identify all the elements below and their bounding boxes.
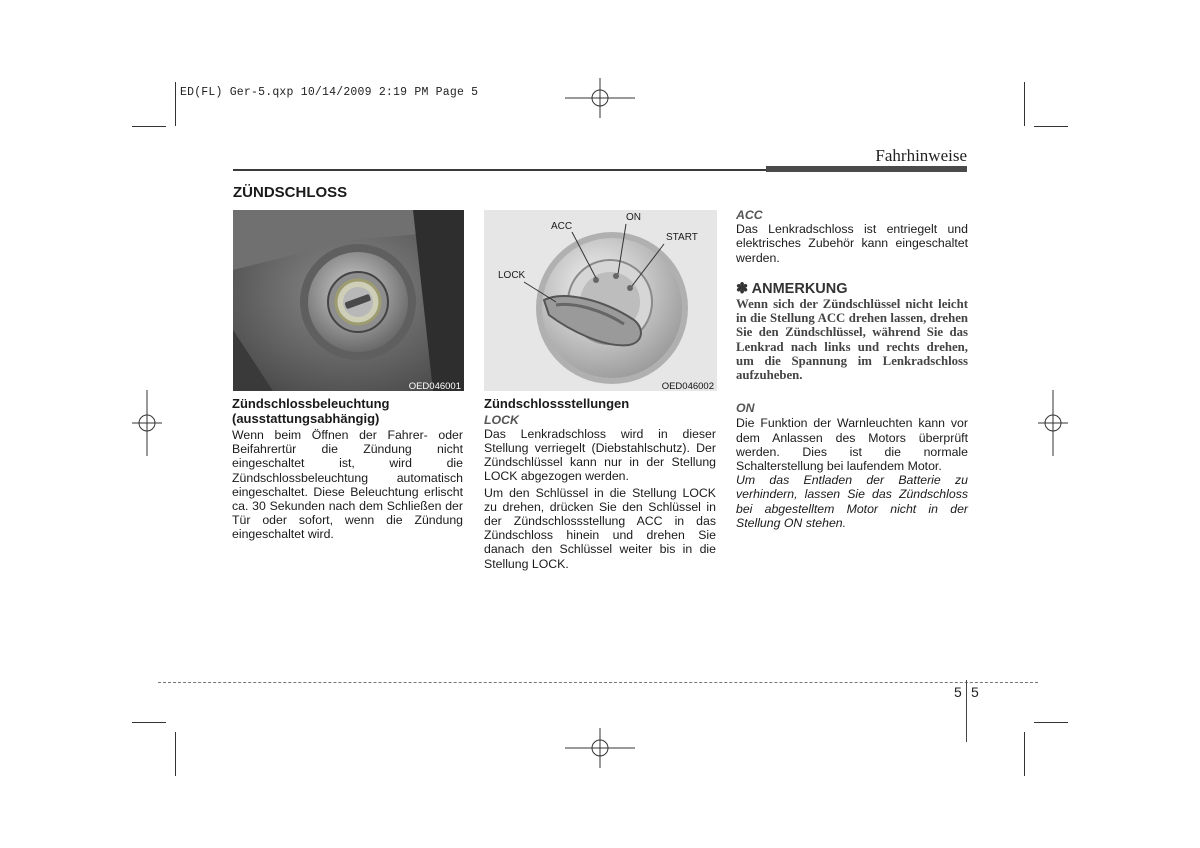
on-warning-text: Um das Entladen der Batterie zu verhindern, lassen Sie das Zündschloss bei abgestelltem Motor nicht in der Stellung ON stehen. — [736, 473, 968, 530]
section-title: ZÜNDSCHLOSS — [233, 184, 348, 201]
crop-mark — [132, 126, 166, 127]
lock-label: LOCK — [484, 412, 519, 427]
running-header: Fahrhinweise — [875, 146, 967, 165]
crop-mark — [132, 722, 166, 723]
crop-mark — [1024, 82, 1025, 126]
photo-code: OED046001 — [408, 381, 461, 392]
illumination-heading: Zündschlossbeleuchtung (ausstattungsabhängig) — [232, 396, 390, 426]
lock-text: Das Lenkradschloss wird in dieser Stellung verriegelt (Diebstahlschutz). Der Zündschlüssel kann nur in der Stellung LOCK abgezogen werden. — [484, 426, 716, 484]
note-text: Wenn sich der Zündschlüssel nicht leicht in die Stellung ACC drehen lassen, drehen Sie den Zündschlüssel, während Sie das Lenkrad nach links und rechts drehen, um die Spannung im Lenkradschloss aufzuheben. — [736, 297, 968, 383]
diagram-label-start: START — [666, 232, 698, 243]
on-label: ON — [736, 401, 755, 416]
diagram-label-on: ON — [626, 212, 641, 223]
page-number-divider — [966, 680, 967, 742]
note-heading-text: ANMERKUNG — [751, 280, 848, 297]
footer-rule — [158, 682, 1038, 683]
crop-mark — [1034, 722, 1068, 723]
column-positions — [484, 397, 716, 571]
ignition-photo — [233, 210, 464, 391]
page-number-chapter: 5 — [954, 684, 962, 700]
on-text: Die Funktion der Warnleuchten kann vor dem Anlassen des Motors überprüft werden. Dies ist die normale Schalterstellung bei laufendem Motor. — [736, 416, 968, 474]
crop-mark — [175, 82, 176, 126]
column-illumination — [232, 397, 463, 542]
crop-mark — [175, 732, 176, 776]
acc-label: ACC — [736, 208, 763, 222]
registration-mark-bottom — [565, 728, 635, 768]
header-rule-accent — [766, 166, 967, 172]
registration-mark-left — [132, 390, 162, 456]
registration-mark-right — [1038, 390, 1068, 456]
crop-mark — [1034, 126, 1068, 127]
ignition-positions-diagram — [484, 210, 717, 391]
crop-mark — [1024, 732, 1025, 776]
lock-text-2: Um den Schlüssel in die Stellung LOCK zu drehen, drücken Sie den Schlüssel in der Zündschlossstellung ACC in das Zündschloss hinein und drehen Sie danach den Schlüssel weiter bis in die Stellung LOCK. — [484, 485, 716, 571]
acc-text: Das Lenkradschloss ist entriegelt und elektrisches Zubehör kann eingeschaltet werden. — [736, 222, 968, 265]
asterisk-icon: ✽ — [736, 280, 749, 297]
registration-mark-top — [565, 78, 635, 118]
positions-heading: Zündschlossstellungen — [484, 396, 630, 411]
column-acc-on — [736, 208, 968, 530]
diagram-label-acc: ACC — [551, 221, 573, 232]
diagram-label-lock: LOCK — [498, 270, 526, 281]
page-number-page: 5 — [971, 684, 979, 700]
note-heading — [736, 282, 968, 296]
illumination-text: Wenn beim Öffnen der Fahrer- oder Beifahrertür die Zündung nicht eingeschaltet ist, wird die Zündschlossbeleuchtung automatisch eingeschaltet. Diese Beleuchtung erlischt ca. 30 Sekunden nach dem Schließen der Tür oder sofort, wenn die Zündung eingeschaltet wird. — [232, 428, 463, 542]
diagram-code: OED046002 — [661, 381, 714, 392]
print-slug: ED(FL) Ger-5.qxp 10/14/2009 2:19 PM Page 5 — [180, 86, 479, 99]
